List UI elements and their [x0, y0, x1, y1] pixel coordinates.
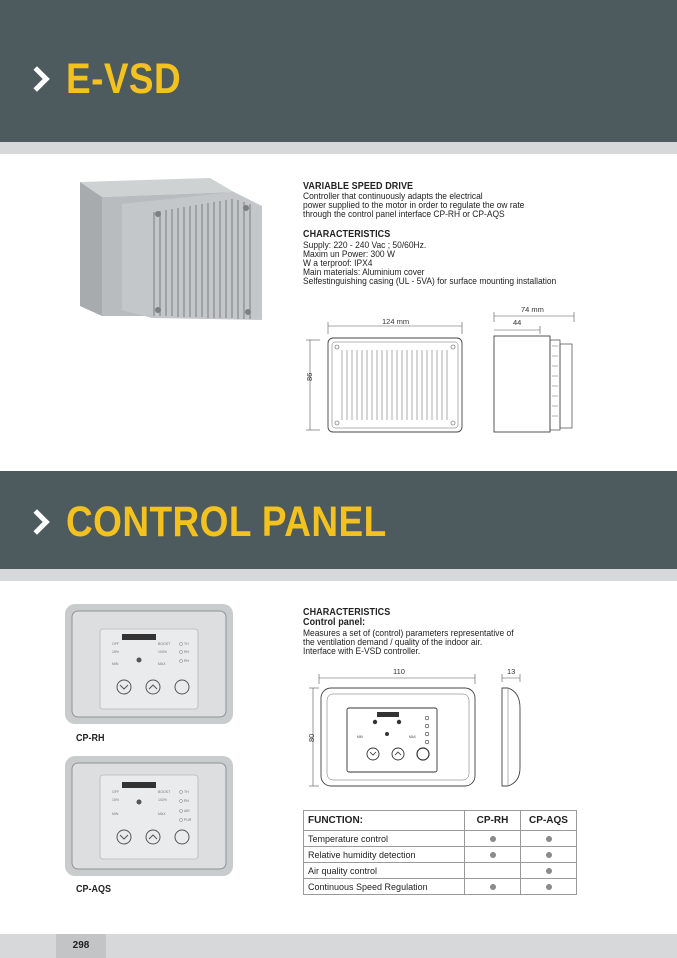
dimension-width: 124 mm: [382, 317, 410, 326]
table-row: [304, 847, 577, 863]
svg-text:RH: RH: [184, 799, 190, 803]
characteristic-line: Maxim un Power: 300 W: [303, 248, 395, 259]
dimension-height: 80: [307, 733, 316, 742]
table-row: [304, 879, 577, 895]
heading-characteristics: CHARACTERISTICS: [303, 229, 391, 240]
svg-text:MAX: MAX: [409, 735, 416, 739]
cp-aqs-product-image: [64, 755, 234, 877]
model-label-cp-aqs: CP-AQS: [76, 884, 112, 895]
table-row: [304, 863, 577, 879]
model-label-cp-rh: CP-RH: [76, 733, 105, 744]
svg-text:MAX: MAX: [158, 812, 166, 816]
cp-aqs-cell: [521, 879, 577, 895]
cp-rh-cell: [465, 879, 521, 895]
function-label: Air quality control: [304, 863, 465, 879]
dimension-height: 86: [305, 372, 314, 381]
svg-text:100%: 100%: [158, 650, 167, 654]
cp-rh-product-image: [64, 603, 234, 725]
section-title-control-panel: CONTROL PANEL: [66, 498, 387, 546]
svg-text:BOOST: BOOST: [158, 642, 171, 646]
svg-text:15%: 15%: [112, 798, 120, 802]
table-header: FUNCTION:: [304, 811, 465, 831]
evsd-side-drawing: [488, 306, 578, 436]
characteristic-line: Supply: 220 - 240 Vac ; 50/60Hz.: [303, 239, 427, 250]
function-label: Continuous Speed Regulation: [304, 879, 465, 895]
description-line: through the control panel interface CP-RH or CP-AQS: [303, 208, 505, 219]
function-table: [303, 810, 577, 895]
page-number: 298: [56, 934, 106, 958]
description-line: Controller that continuously adapts the electrical: [303, 190, 483, 201]
characteristic-line: W a terproof: IPX4: [303, 257, 373, 268]
characteristic-line: Main materials: Aluminium cover: [303, 266, 425, 277]
heading-variable-speed-drive: VARIABLE SPEED DRIVE: [303, 181, 414, 192]
control-panel-side-drawing: [496, 668, 530, 788]
svg-text:PUR: PUR: [184, 818, 192, 822]
svg-text:TH: TH: [184, 642, 189, 646]
description-line: Interface with E-VSD controller.: [303, 645, 421, 656]
svg-text:BOOST: BOOST: [158, 790, 171, 794]
banner-strip: [0, 569, 677, 581]
cp-aqs-cell: [521, 847, 577, 863]
svg-text:100%: 100%: [158, 798, 167, 802]
table-header: CP-AQS: [521, 811, 577, 831]
heading-characteristics: CHARACTERISTICS: [303, 607, 391, 618]
svg-text:OFF: OFF: [112, 642, 119, 646]
svg-text:15%: 15%: [112, 650, 120, 654]
svg-text:MIN: MIN: [357, 735, 363, 739]
check-dot-icon: [546, 852, 552, 858]
check-dot-icon: [490, 852, 496, 858]
cp-rh-cell: [465, 863, 521, 879]
characteristic-line: Selfestinguishing casing (UL - 5VA) for surface mounting installation: [303, 275, 557, 286]
cp-rh-cell: [465, 847, 521, 863]
check-dot-icon: [490, 884, 496, 890]
check-dot-icon: [546, 884, 552, 890]
description-line: Measures a set of (control) parameters representative of: [303, 627, 514, 638]
svg-text:MAX: MAX: [158, 662, 166, 666]
svg-text:RH: RH: [184, 650, 190, 654]
evsd-product-image: [62, 170, 282, 328]
function-label: Relative humidity detection: [304, 847, 465, 863]
dimension-depth-total: 74 mm: [521, 305, 544, 314]
svg-text:RH: RH: [184, 659, 190, 663]
description-line: the ventilation demand / quality of the indoor air.: [303, 636, 483, 647]
check-dot-icon: [490, 836, 496, 842]
control-panel-front-drawing: [305, 670, 481, 790]
svg-text:TH: TH: [184, 790, 189, 794]
dimension-width: 110: [393, 667, 405, 676]
table-row: [304, 831, 577, 847]
svg-text:OFF: OFF: [112, 790, 119, 794]
svg-text:MIN: MIN: [112, 812, 119, 816]
cp-rh-cell: [465, 831, 521, 847]
svg-text:AIR: AIR: [184, 809, 190, 813]
svg-text:MIN: MIN: [112, 662, 119, 666]
table-header-row: [304, 811, 577, 831]
dimension-depth: 13: [507, 667, 516, 676]
cp-aqs-cell: [521, 863, 577, 879]
description-line: power supplied to the motor in order to regulate the ow rate: [303, 199, 525, 210]
evsd-front-drawing: [300, 316, 470, 440]
banner-strip: [0, 142, 677, 154]
dimension-depth-body: 44: [513, 318, 522, 327]
section-title-evsd: E-VSD: [66, 55, 182, 103]
check-dot-icon: [546, 836, 552, 842]
cp-aqs-cell: [521, 831, 577, 847]
table-header: CP-RH: [465, 811, 521, 831]
check-dot-icon: [546, 868, 552, 874]
function-label: Temperature control: [304, 831, 465, 847]
heading-control-panel: Control panel:: [303, 617, 366, 628]
